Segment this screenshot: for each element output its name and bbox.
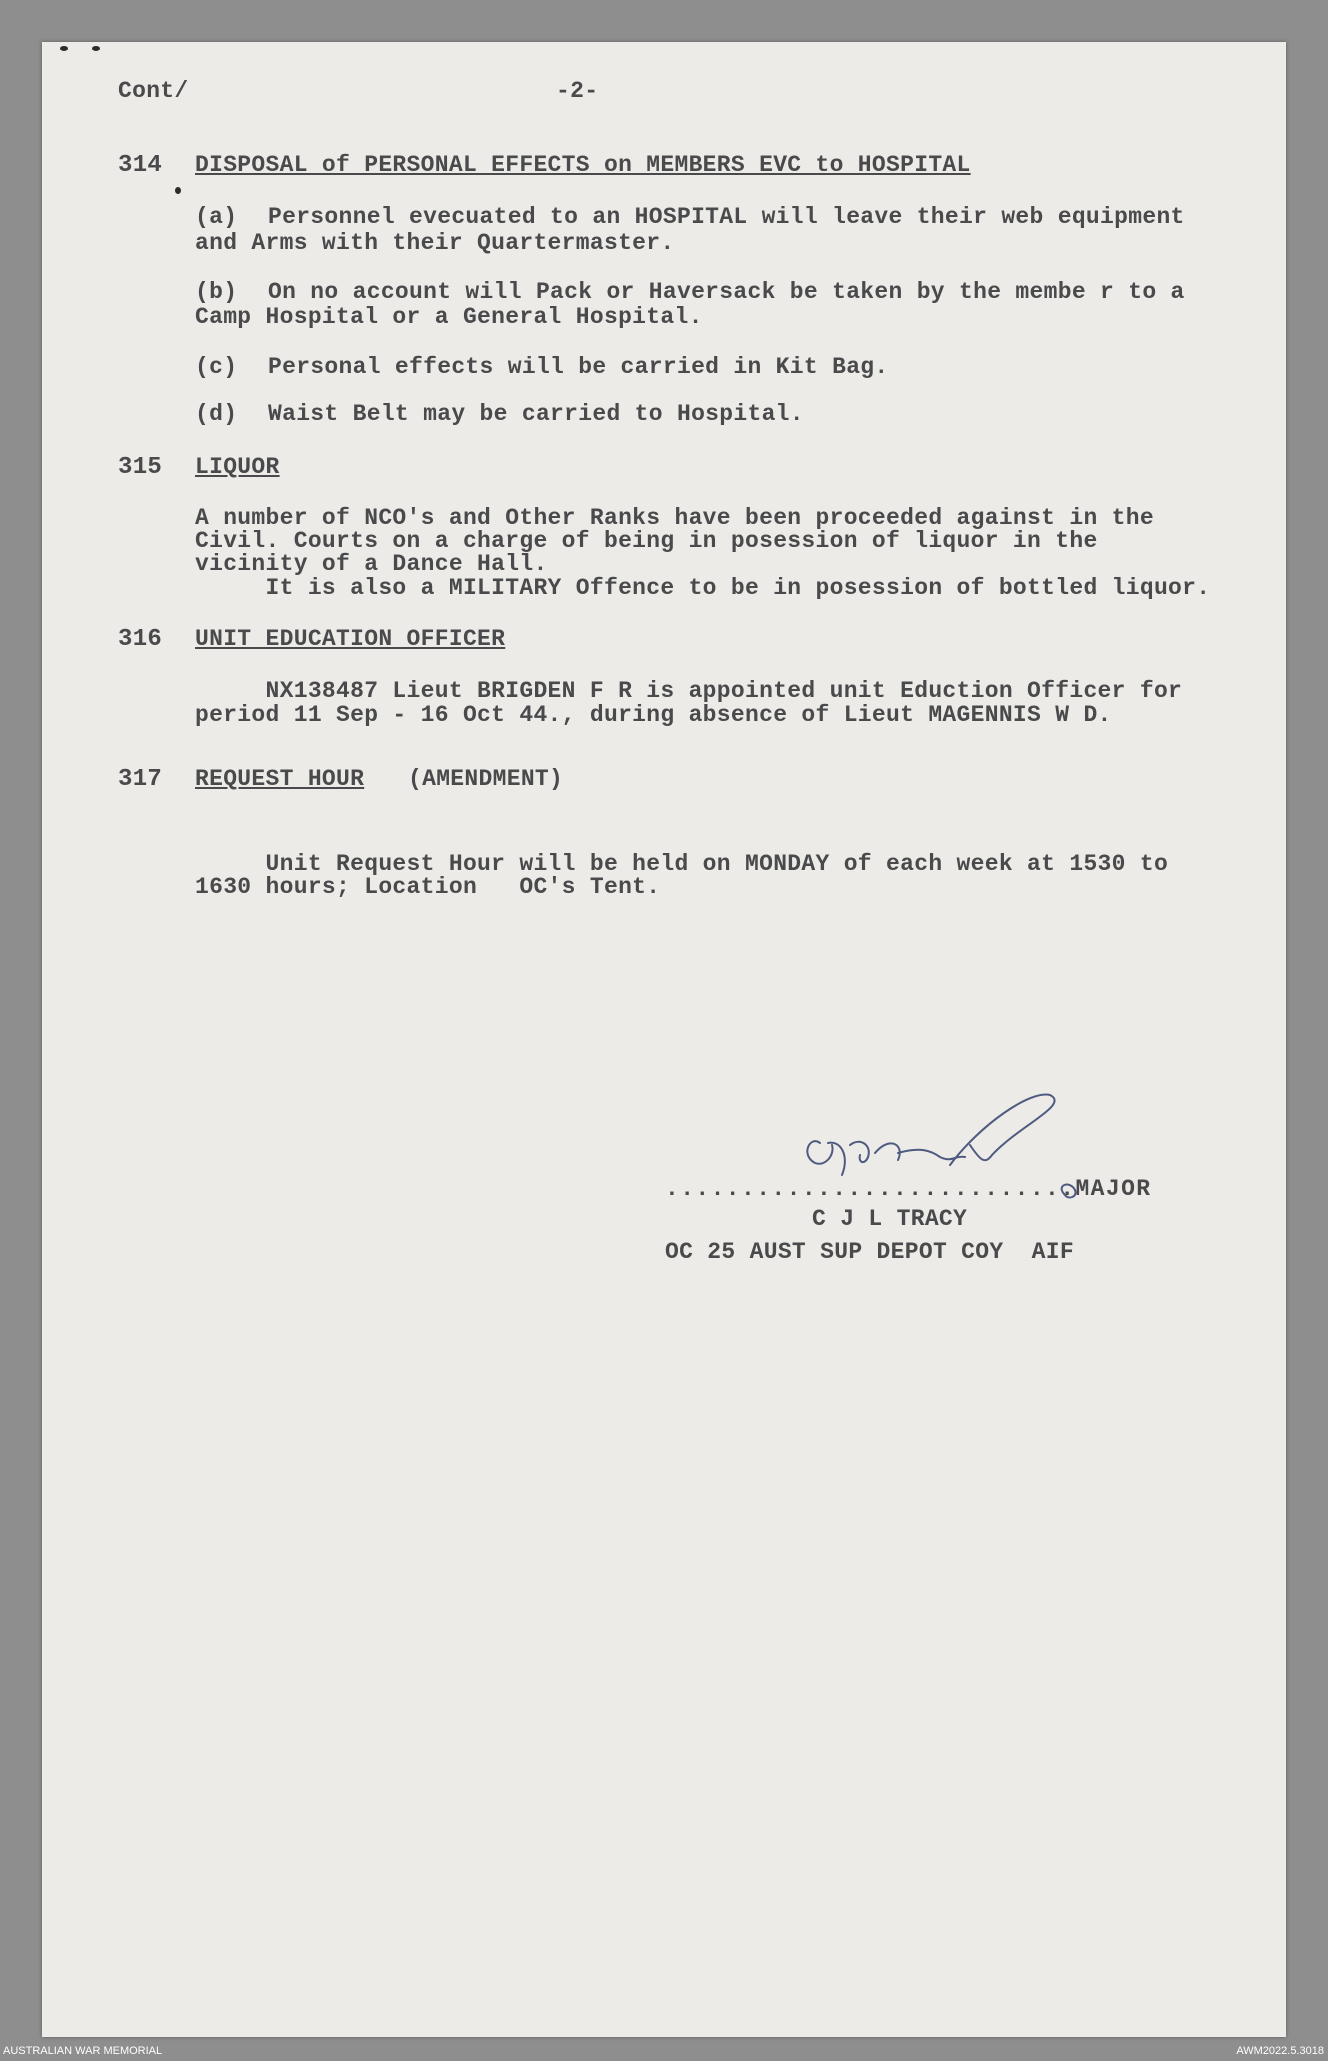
section-title-317: REQUEST HOUR — [195, 766, 365, 792]
section-title-315: LIQUOR — [195, 454, 280, 480]
item-label-d: (d) — [195, 401, 238, 427]
continuation-mark: Cont/ — [118, 78, 189, 104]
item-text-line: On no account will Pack or Haversack be taken by the membe r to a — [268, 279, 1185, 305]
item-label-b: (b) — [195, 279, 238, 305]
punch-hole-mark — [175, 187, 181, 194]
signature-line-rank: ...........................MAJOR — [665, 1176, 1152, 1202]
document-page — [42, 42, 1286, 2037]
item-text-line: Camp Hospital or a General Hospital. — [195, 304, 703, 330]
paragraph-line: A number of NCO's and Other Ranks have been proceeded against in the — [195, 505, 1154, 531]
section-title-suffix: (AMENDMENT) — [408, 766, 564, 792]
page-number: -2- — [556, 78, 599, 104]
footer-archive-name: AUSTRALIAN WAR MEMORIAL — [3, 2045, 163, 2057]
section-number-314: 314 — [118, 152, 163, 179]
section-number-315: 315 — [118, 454, 163, 481]
paragraph-line: vicinity of a Dance Hall. — [195, 551, 548, 577]
section-number-317: 317 — [118, 766, 163, 793]
signatory-appointment: OC 25 AUST SUP DEPOT COY AIF — [665, 1239, 1074, 1265]
footer-archive-id: AWM2022.5.3018 — [1236, 2045, 1324, 2057]
paragraph-line: 1630 hours; Location OC's Tent. — [195, 874, 661, 900]
punch-hole-mark — [92, 46, 100, 51]
signatory-name: C J L TRACY — [812, 1206, 968, 1232]
paragraph-line: Civil. Courts on a charge of being in posession of liquor in the — [195, 528, 1098, 554]
item-text-line: Waist Belt may be carried to Hospital. — [268, 401, 804, 427]
paragraph-line: period 11 Sep - 16 Oct 44., during absence of Lieut MAGENNIS W D. — [195, 702, 1112, 728]
item-text-line: Personnel evecuated to an HOSPITAL will leave their web equipment — [268, 204, 1185, 230]
paragraph-line: NX138487 Lieut BRIGDEN F R is appointed unit Eduction Officer for — [195, 678, 1183, 704]
paragraph-line: It is also a MILITARY Offence to be in posession of bottled liquor. — [195, 575, 1211, 601]
item-text-line: Personal effects will be carried in Kit Bag. — [268, 354, 889, 380]
item-label-c: (c) — [195, 354, 238, 380]
section-title-316: UNIT EDUCATION OFFICER — [195, 626, 506, 652]
punch-hole-mark — [60, 46, 68, 51]
section-title-314: DISPOSAL of PERSONAL EFFECTS on MEMBERS EVC to HOSPITAL — [195, 152, 971, 178]
item-text-line: and Arms with their Quartermaster. — [195, 230, 675, 256]
item-label-a: (a) — [195, 204, 238, 230]
paragraph-line: Unit Request Hour will be held on MONDAY of each week at 1530 to — [195, 851, 1169, 877]
section-number-316: 316 — [118, 626, 163, 653]
